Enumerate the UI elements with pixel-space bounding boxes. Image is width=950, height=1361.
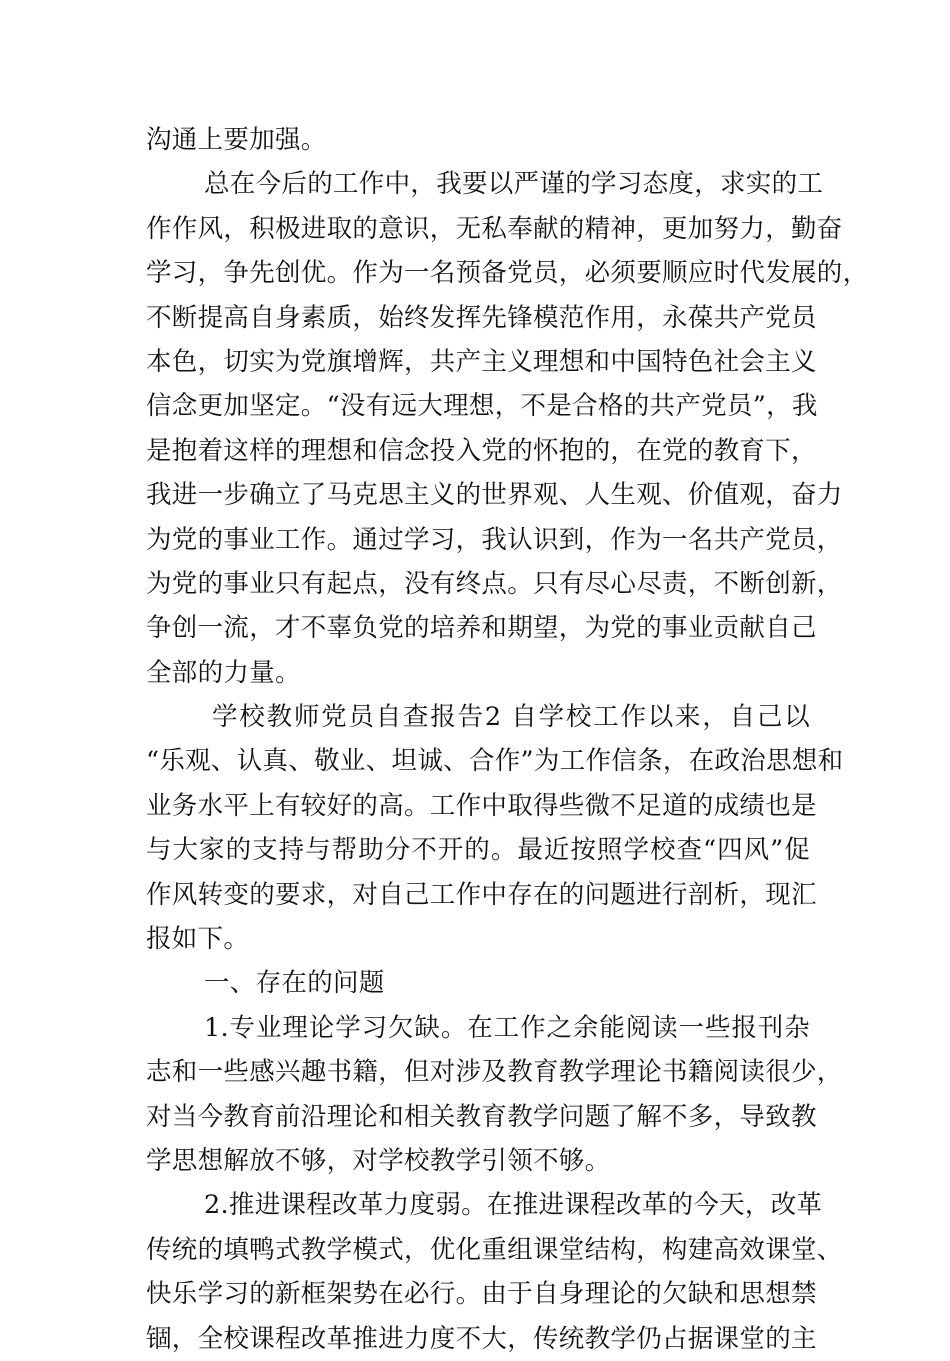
paragraph-line: 不断提高自身素质，始终发挥先锋模范作用，永葆共产党员: [146, 302, 817, 333]
paragraph-line: 争创一流，才不辜负党的培养和期望，为党的事业贡献自己: [146, 613, 817, 644]
paragraph-line: 信念更加坚定。“没有远大理想，不是合格的共产党员”，我: [146, 391, 818, 422]
paragraph-line: 锢，全校课程改革推进力度不大，传统教学仍占据课堂的主: [146, 1323, 817, 1354]
paragraph-line: 业务水平上有较好的高。工作中取得些微不足道的成绩也是: [146, 790, 817, 821]
paragraph-line: 为党的事业只有起点，没有终点。只有尽心尽责，不断创新，: [146, 568, 843, 599]
paragraph-line: 全部的力量。: [146, 657, 301, 688]
body-text: [146, 118, 869, 1361]
paragraph-line: 学校教师党员自查报告2 自学校工作以来，自己以: [212, 702, 810, 733]
paragraph-line: 志和一些感兴趣书籍，但对涉及教育教学理论书籍阅读很少，: [146, 1057, 843, 1088]
paragraph-line: 报如下。: [146, 924, 250, 955]
paragraph-line: 作风转变的要求，对自己工作中存在的问题进行剖析，现汇: [146, 879, 817, 910]
paragraph-line: “乐观、认真、敬业、坦诚、合作”为工作信条，在政治思想和: [146, 746, 844, 777]
paragraph-line: 对当今教育前沿理论和相关教育教学问题了解不多，导致教: [146, 1101, 817, 1132]
paragraph-line: 学习，争先创优。作为一名预备党员，必须要顺应时代发展的，: [146, 258, 869, 289]
section-heading: 一、存在的问题: [204, 968, 385, 999]
paragraph-line: 作作风，积极进取的意识，无私奉献的精神，更加努力，勤奋: [146, 213, 843, 244]
paragraph-line: 总在今后的工作中，我要以严谨的学习态度，求实的工: [204, 169, 824, 200]
paragraph-line: 沟通上要加强。: [146, 125, 327, 155]
paragraph-line: 2.推进课程改革力度弱。在推进课程改革的今天，改革: [204, 1190, 823, 1221]
paragraph-line: 为党的事业工作。通过学习，我认识到，作为一名共产党员，: [146, 524, 843, 555]
paragraph-line: 快乐学习的新框架势在必行。由于自身理论的欠缺和思想禁: [146, 1279, 817, 1310]
paragraph-line: 学思想解放不够，对学校教学引领不够。: [146, 1145, 611, 1176]
paragraph-line: 1.专业理论学习欠缺。在工作之余能阅读一些报刊杂: [204, 1012, 810, 1043]
paragraph-line: 传统的填鸭式教学模式，优化重组课堂结构，构建高效课堂、: [146, 1234, 843, 1265]
paragraph-line: 是抱着这样的理想和信念投入党的怀抱的，在党的教育下，: [146, 435, 817, 466]
paragraph-line: 我进一步确立了马克思主义的世界观、人生观、价值观，奋力: [146, 480, 843, 511]
paragraph-line: 本色，切实为党旗增辉，共产主义理想和中国特色社会主义: [146, 346, 817, 377]
paragraph-line: 与大家的支持与帮助分不开的。最近按照学校查“四风”促: [146, 835, 810, 866]
